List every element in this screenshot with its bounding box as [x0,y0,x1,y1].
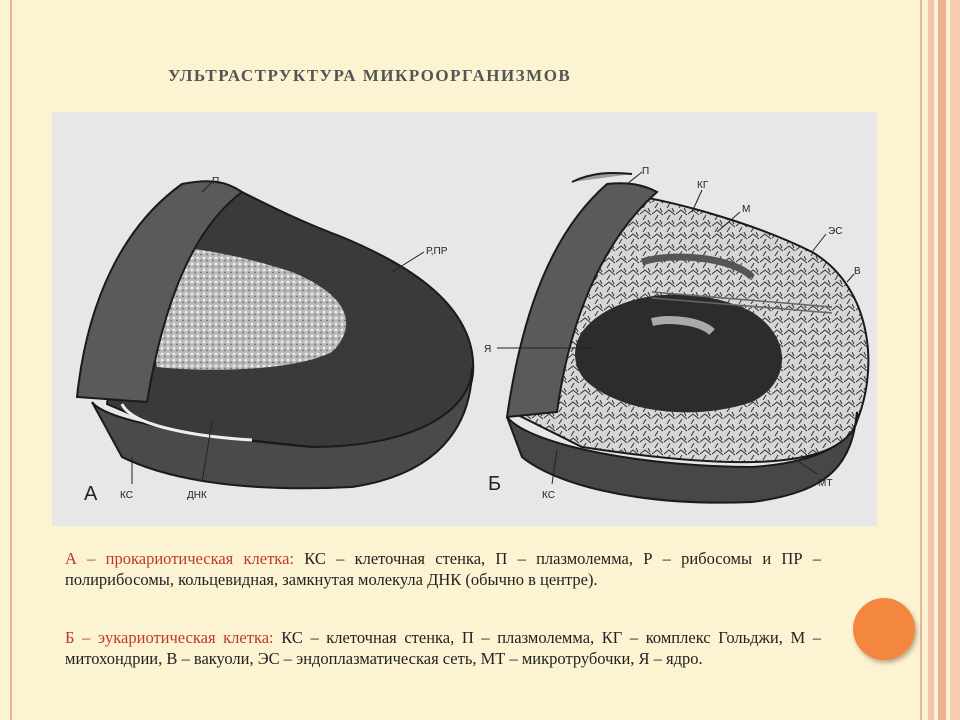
caption-eukaryotic [65,627,821,669]
caption-prokaryotic [65,548,821,590]
label-a-dnk: ДНК [187,490,207,501]
right-stripe-1 [928,0,934,720]
panel-letter-b: Б [488,473,502,495]
caption-b-body: КС – клеточная стенка, П – плазмолемма, КГ – комплекс Гольджи, М – митохондрии, В – вакуоли, ЭС – эндоплазматическая сеть, МТ – микротрубочки, Я – ядро. [65,628,821,668]
label-a-r-pr: Р,ПР [426,246,448,257]
cell-diagram [52,112,877,526]
cell-illustration [52,112,877,526]
label-b-m: М [742,204,751,215]
label-b-es: ЭС [828,226,843,237]
label-b-ks: КС [542,490,555,501]
caption-b-head: Б – эукариотическая клетка: [65,628,274,647]
label-a-ks: КС [120,490,133,501]
caption-a-head: А – прокариотическая клетка: [65,549,294,568]
eukaryotic-cell [484,166,868,503]
label-b-ya: Я [484,344,492,355]
decorative-orange-circle [853,598,915,660]
right-stripe-3 [950,0,960,720]
label-b-p: П [642,166,650,177]
label-b-v: В [854,266,861,277]
page-title: УЛЬТРАСТРУКТУРА МИКРООРГАНИЗМОВ [168,66,572,85]
right-stripe-2 [938,0,946,720]
label-b-mt: МТ [818,478,833,489]
prokaryotic-cell [77,176,473,505]
caption-a-body: КС – клеточная стенка, П – плазмолемма, Р – рибосомы и ПР – полирибосомы, кольцевидная, замкнутая молекула ДНК (обычно в центре). [65,549,822,589]
label-b-kg: КГ [697,180,709,191]
panel-letter-a: А [84,483,98,505]
label-a-p: П [212,176,220,187]
